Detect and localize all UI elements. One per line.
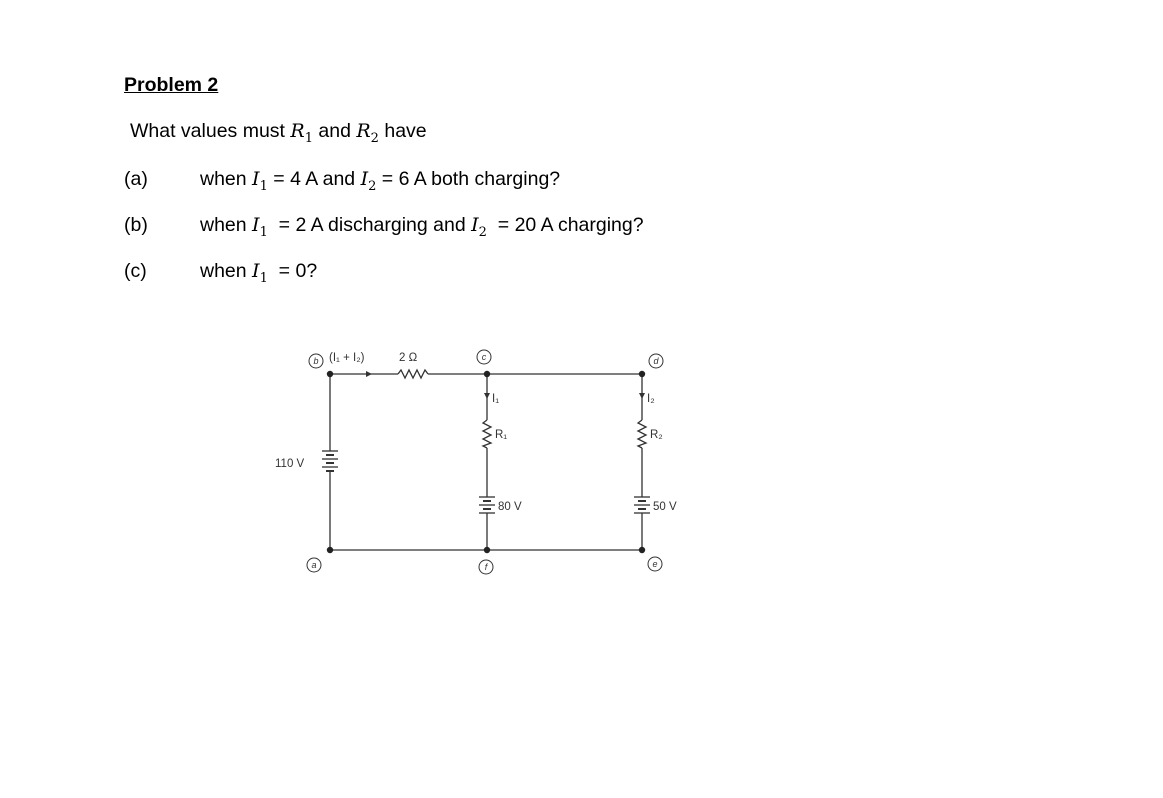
part-c-text: when $I_1 = 0$? bbox=[200, 260, 318, 286]
part-c-label: (c) bbox=[124, 260, 147, 282]
resistor-2-ohm bbox=[398, 370, 428, 378]
label-110v: 110 V bbox=[275, 458, 305, 470]
part-b-text: when $I_1 = 2$ A discharging and $I_2 = 20$ A charging? bbox=[200, 214, 644, 240]
battery-50v-icon bbox=[634, 494, 650, 516]
label-r1: R₁ bbox=[495, 429, 508, 441]
node-d-label: d bbox=[653, 356, 659, 366]
junction-a bbox=[327, 547, 333, 553]
junction-c bbox=[484, 371, 490, 377]
part-a-label: (a) bbox=[124, 168, 148, 190]
label-r2: R₂ bbox=[650, 429, 663, 441]
label-branch-current: (I₁ + I₂) bbox=[329, 352, 365, 364]
label-i1: I₁ bbox=[492, 393, 500, 405]
symbol-r1: $R_1$ bbox=[290, 120, 313, 146]
part-a-text: when $I_1 = 4$ A and $I_2 = 6$ A both charging? bbox=[200, 168, 561, 194]
battery-110v-icon bbox=[322, 447, 338, 477]
node-e-label: e bbox=[652, 559, 658, 569]
junction-f bbox=[484, 547, 490, 553]
part-b-label: (b) bbox=[124, 214, 148, 236]
junction-b bbox=[327, 371, 333, 377]
arrow-main-current-icon bbox=[366, 371, 372, 377]
battery-80v-icon bbox=[479, 494, 495, 516]
resistor-r2 bbox=[638, 420, 646, 448]
label-80v: 80 V bbox=[498, 501, 522, 513]
arrow-i1-icon bbox=[484, 393, 490, 399]
node-c-label: c bbox=[481, 352, 487, 362]
label-i2: I₂ bbox=[647, 393, 655, 405]
arrow-i2-icon bbox=[639, 393, 645, 399]
node-b-label: b bbox=[313, 356, 319, 366]
label-50v: 50 V bbox=[653, 501, 677, 513]
label-2-ohm: 2 Ω bbox=[399, 352, 418, 364]
junction-e bbox=[639, 547, 645, 553]
node-f-label: f bbox=[484, 562, 488, 572]
symbol-r2: $R_2$ bbox=[356, 120, 379, 146]
question-intro: What values must $R_1$ and $R_2$ have bbox=[130, 120, 427, 146]
resistor-r1 bbox=[483, 420, 491, 448]
problem-title: Problem 2 bbox=[124, 74, 219, 96]
junction-d bbox=[639, 371, 645, 377]
node-a-label: a bbox=[311, 560, 317, 570]
